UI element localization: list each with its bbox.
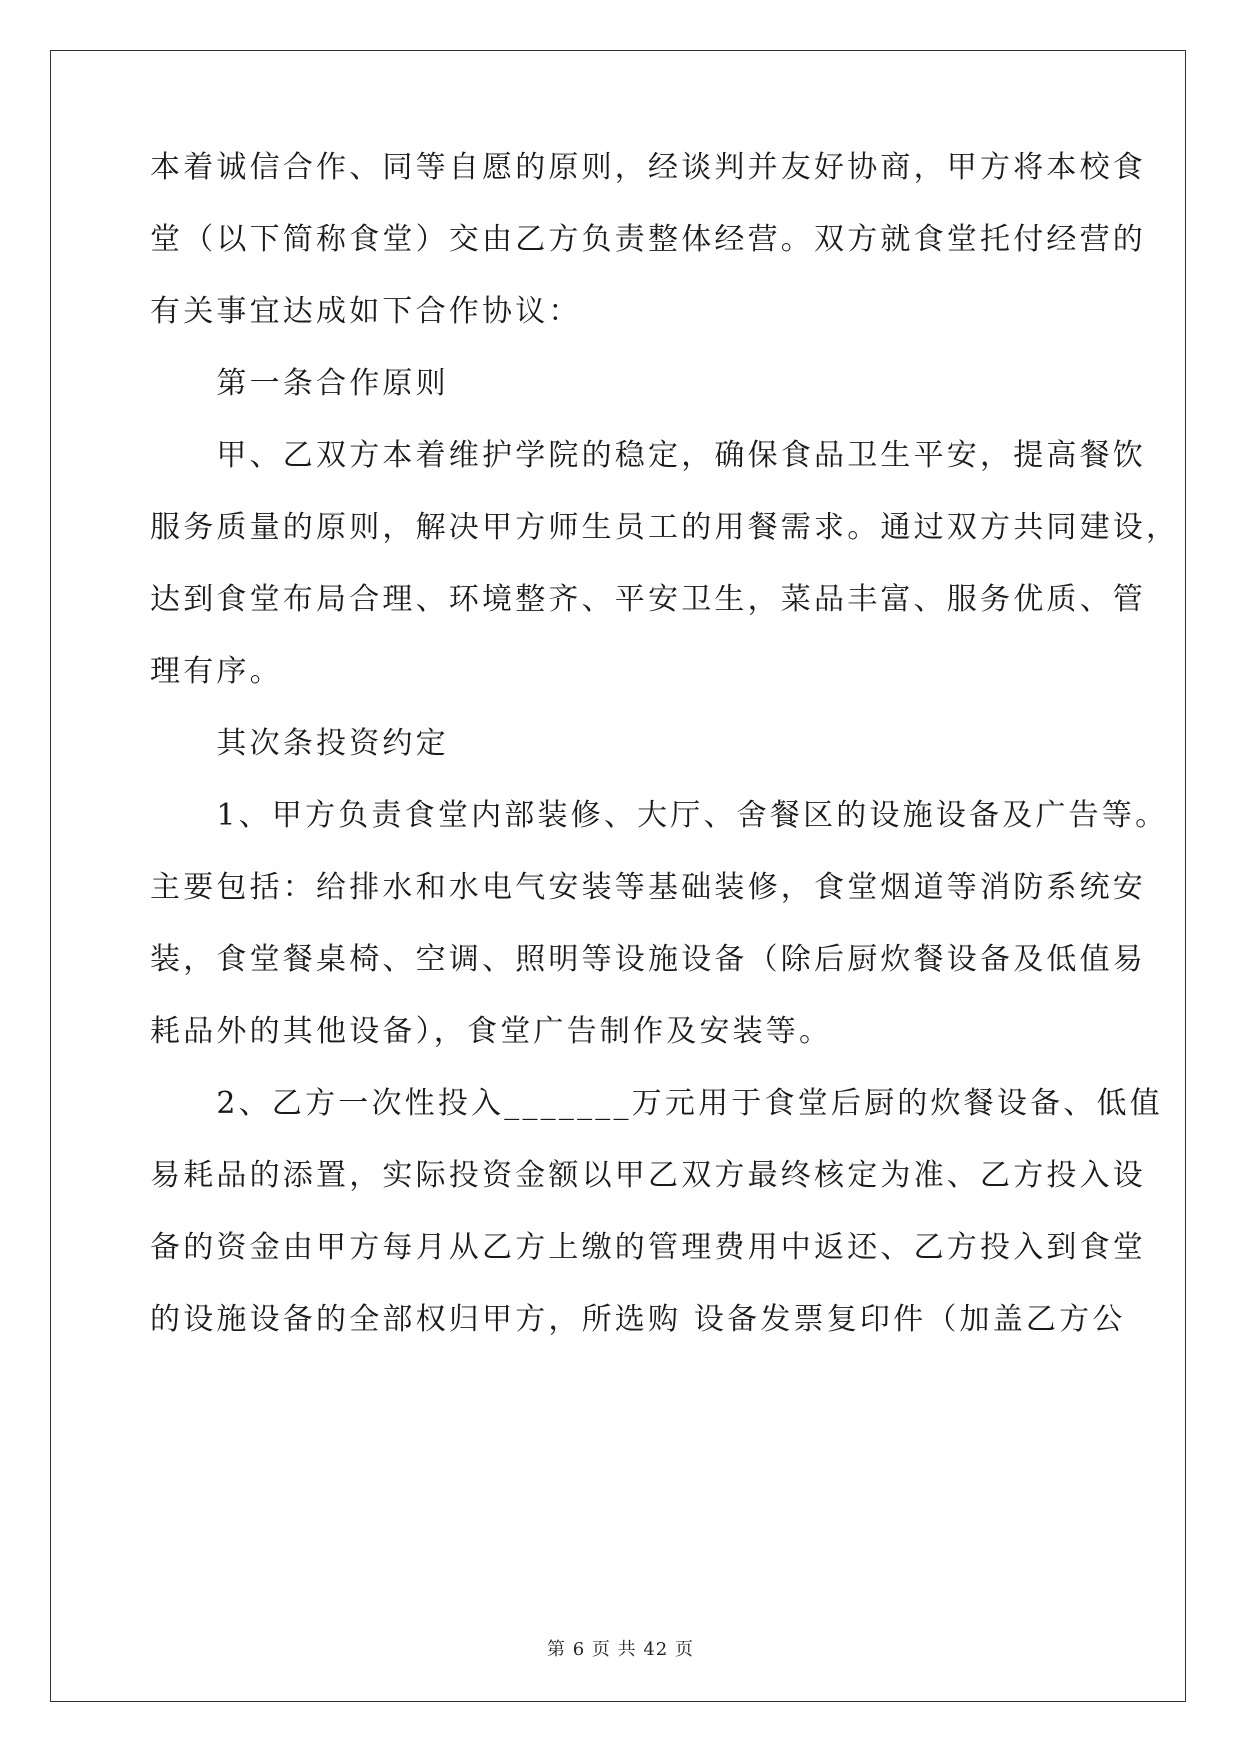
text-line: 服务质量的原则，解决甲方师生员工的用餐需求。通过双方共同建设， (150, 510, 1180, 545)
text-line: 达到食堂布局合理、环境整齐、平安卫生，菜品丰富、服务优质、管 (150, 582, 1146, 617)
text-line: 2、乙方一次性投入_______万元用于食堂后厨的炊餐设备、低值 (150, 1086, 1163, 1121)
page-number: 第 6 页 共 42 页 (547, 1639, 694, 1660)
text-line: 有关事宜达成如下合作协议： (150, 294, 582, 329)
text-line: 理有序。 (150, 654, 283, 689)
text-line: 耗品外的其他设备），食堂广告制作及安装等。 (150, 1014, 833, 1049)
text-line: 装，食堂餐桌椅、空调、照明等设施设备（除后厨炊餐设备及低值易 (150, 942, 1146, 977)
text-line: 本着诚信合作、同等自愿的原则，经谈判并友好协商，甲方将本校食 (150, 150, 1146, 185)
text-line: 易耗品的添置，实际投资金额以甲乙双方最终核定为准、乙方投入设 (150, 1158, 1146, 1193)
text-line: 甲、乙双方本着维护学院的稳定，确保食品卫生平安，提高餐饮 (150, 438, 1146, 473)
text-line: 堂（以下简称食堂）交由乙方负责整体经营。双方就食堂托付经营的 (150, 222, 1146, 257)
text-line: 1、甲方负责食堂内部装修、大厅、舍餐区的设施设备及广告等。 (150, 798, 1169, 833)
section-heading: 其次条投资约定 (150, 726, 449, 761)
text-line: 的设施设备的全部权归甲方，所选购 设备发票复印件（加盖乙方公 (150, 1302, 1126, 1337)
text-line: 备的资金由甲方每月从乙方上缴的管理费用中返还、乙方投入到食堂 (150, 1230, 1146, 1265)
section-heading: 第一条合作原则 (150, 366, 449, 401)
text-line: 主要包括：给排水和水电气安装等基础装修，食堂烟道等消防系统安 (150, 870, 1146, 905)
